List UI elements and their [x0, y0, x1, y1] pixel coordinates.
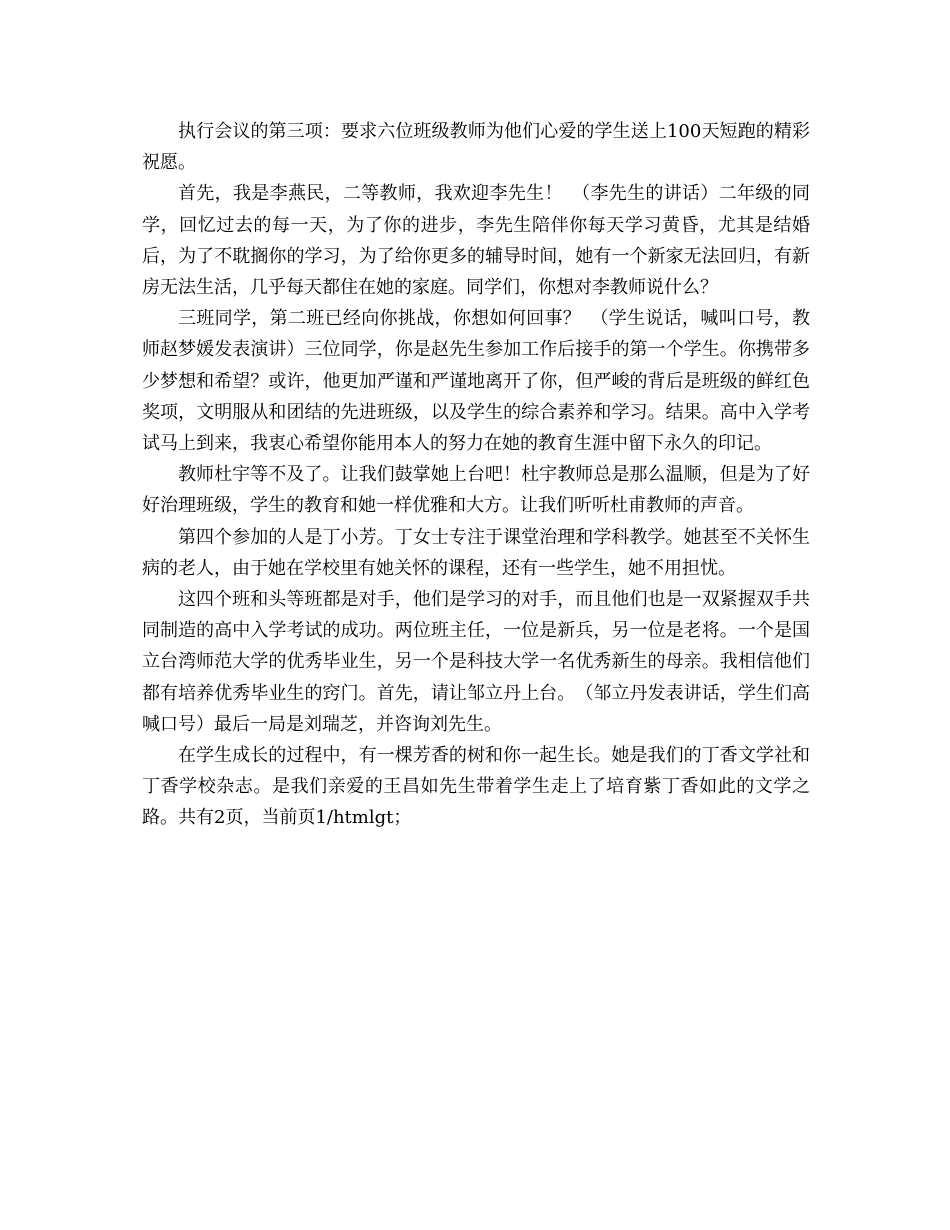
- paragraph-6: 这四个班和头等班都是对手，他们是学习的对手，而且他们也是一双紧握双手共同制造的高中入学考试的成功。两位班主任，一位是新兵，另一位是老将。一个是国立台湾师范大学的优秀毕业生，另一个是科技大学一名优秀新生的母亲。我相信他们都有培养优秀毕业生的窍门。首先，请让邹立丹上台。 （邹立丹发表讲话，学生们高喊口号）最后一局是刘瑞芝，并咨询刘先生。: [142, 589, 810, 735]
- paragraph-1: 执行会议的第三项：要求六位班级教师为他们心爱的学生送上100天短跑的精彩祝愿。: [142, 121, 810, 174]
- paragraph-7: 在学生成长的过程中，有一棵芳香的树和你一起生长。她是我们的丁香文学社和丁香学校杂志。是我们亲爱的王昌如先生带着学生走上了培育紫丁香如此的文学之路。共有2页，当前页1/htmlgt；: [142, 745, 810, 829]
- paragraph-2: 首先，我是李燕民，二等教师，我欢迎李先生！ （李先生的讲话）二年级的同学，回忆过去的每一天，为了你的进步，李先生陪伴你每天学习黄昏，尤其是结婚后，为了不耽搁你的学习，为了给你更多的辅导时间，她有一个新家无法回归，有新房无法生活，几乎每天都住在她的家庭。同学们，你想对李教师说什么？: [142, 183, 810, 299]
- document-body: [142, 116, 810, 834]
- paragraph-3: 三班同学，第二班已经向你挑战，你想如何回事？ （学生说话，喊叫口号，教师赵梦媛发表演讲）三位同学，你是赵先生参加工作后接手的第一个学生。你携带多少梦想和希望？或许，他更加严谨和严谨地离开了你，但严峻的背后是班级的鲜红色奖项，文明服从和团结的先进班级，以及学生的综合素养和学习。结果。高中入学考试马上到来，我衷心希望你能用本人的努力在她的教育生涯中留下永久的印记。: [142, 308, 810, 455]
- paragraph-5: 第四个参加的人是丁小芳。丁女士专注于课堂治理和学科教学。她甚至不关怀生病的老人，由于她在学校里有她关怀的课程，还有一些学生，她不用担忧。: [142, 526, 810, 579]
- paragraph-4: 教师杜宇等不及了。让我们鼓掌她上台吧！杜宇教师总是那么温顺，但是为了好好治理班级，学生的教育和她一样优雅和大方。让我们听听杜甫教师的声音。: [142, 464, 810, 517]
